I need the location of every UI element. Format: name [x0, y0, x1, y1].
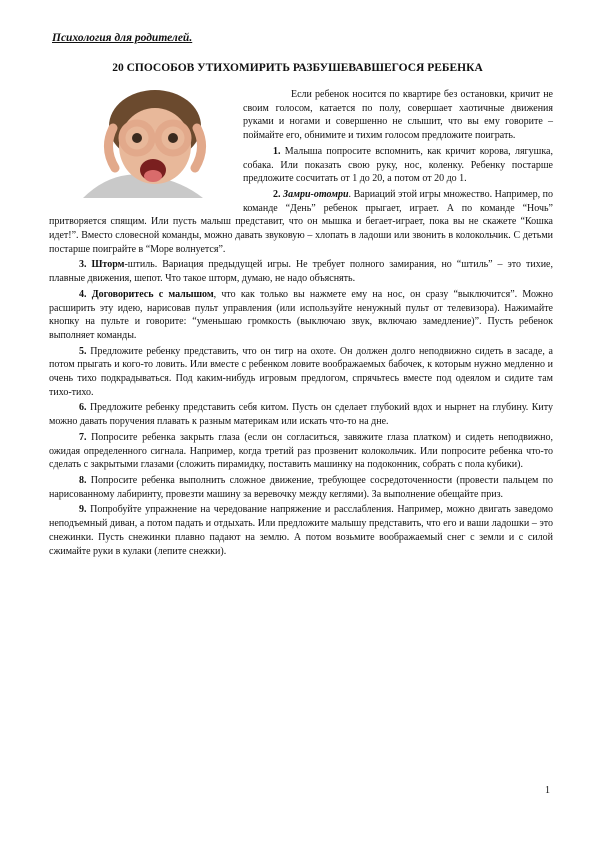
- item-number: 7.: [79, 431, 87, 443]
- child-photo: [73, 88, 231, 198]
- item-text: , что как только вы нажмете ему на нос, он сразу “выключится”. Можно расширить эту идею, нарисовав пульт управления (или используйте ненужный пульт от телевизора). Нажимайте кнопку на пульте и говорите: “уменьшаю громкость (выключаю звук, включаю замедление)”. Пусть ребенок выполняет команды.: [49, 288, 553, 341]
- item-number: 3.: [79, 259, 87, 271]
- list-item: [49, 345, 553, 400]
- list-item: [49, 503, 553, 558]
- document-title: 20 СПОСОБОВ УТИХОМИРИТЬ РАЗБУШЕВАВШЕГОСЯ РЕБЕНКА: [112, 62, 483, 74]
- item-text: Попробуйте упражнение на чередование напряжение и расслабления. Например, можно двигать заведомо неподъемный диван, а потом падать и отдыхать. Или предложите малышу представить, что его и ваши ладошки – это снежинки. Пусть снежинки плавно падают на землю. А потом возьмите воображаемый снег с земли и с силой сжимайте руки в кулаки (лепите снежки).: [49, 504, 553, 557]
- article-body: [49, 88, 553, 558]
- section-label: Психология для родителей.: [52, 32, 193, 44]
- list-item: [49, 401, 553, 428]
- item-number: 9.: [79, 504, 87, 516]
- item-text: . Вариаций этой игры множество. Например, по команде “День” ребенок прыгает, играет. А по команде “Ночь” притворяется спящим. Или пусть малыш представит, что он мышка и бегает-играет, пока вы не скажете “Кошка идет!”. Вместо словесной команды, можно давать звуковую – хлопать в ладоши или звонить в колокольчик. С детьми постарше поиграйте в “Море волнуется”.: [49, 188, 553, 255]
- page-number: 1: [545, 785, 550, 796]
- item-text: Малыша попросите вспомнить, как кричит корова, лягушка, собака. Или показать свою руку, нос, коленку. Ребенку постарше предложите сосчитать от 1 до 20, а потом от 20 до 1.: [243, 145, 553, 185]
- item-text: Предложите ребенку представить себя китом. Пусть он сделает глубокий вдох и нырнет на глубину. Киту можно давать поручения плавать к разным материкам или искать что-то на дне.: [49, 402, 553, 428]
- item-text: Попросите ребенка выполнить сложное движение, требующее сосредоточенности (провести пальцем по нарисованному лабиринту, провезти машину за веревочку между кеглями). За выполнение обещайте приз.: [49, 474, 553, 500]
- item-text: Предложите ребенку представить, что он тигр на охоте. Он должен долго неподвижно сидеть в засаде, а потом прыгать и кого-то ловить. Или вместе с ребенком ловите воображаемых бабочек, к которым нужно медленно и очень тихо подкрадываться. Под каким-нибудь игровым предлогом, спрячьтесь вместе под одеялом и сидите там тихо-тихо.: [49, 345, 553, 398]
- item-number: 5.: [79, 345, 87, 357]
- list-item: [49, 431, 553, 472]
- item-term: Замри-отомри: [280, 188, 349, 200]
- list-item: [49, 288, 553, 343]
- item-text: Попросите ребенка закрыть глаза (если он согласиться, завяжите глаза платком) и сидеть неподвижно, ожидая определенного сигнала. Например, когда третий раз прозвенит колокольчик. Или попросите ребенка что-то сделать с закрытыми глазами (сложить пирамидку, поставить машинку на подоконник, собрать с пола кубики).: [49, 431, 553, 471]
- item-number: 6.: [79, 402, 87, 414]
- item-text: -штиль. Вариация предыдущей игры. Не требует полного замирания, но “штиль” – это тихие, плавные движения, шепот. Что такое шторм, думаю, не надо объяснять.: [49, 259, 553, 285]
- item-number: 8.: [79, 474, 87, 486]
- list-item: [49, 188, 553, 257]
- list-item: [49, 474, 553, 501]
- item-number: 1.: [273, 145, 281, 157]
- item-term: Договоритесь с малышом: [86, 288, 214, 300]
- item-term: Шторм: [86, 259, 125, 271]
- intro-paragraph: Если ребенок носится по квартире без остановки, кричит не своим голосом, катается по полу, совершает хаотичные движения руками и ногами и совершенно не слышит, что вы ему говорите – поймайте его, обнимите и тихим голосом предложите поиграть.: [243, 89, 553, 142]
- item-number: 2.: [273, 188, 281, 200]
- item-number: 4.: [79, 288, 87, 300]
- list-item: [49, 258, 553, 285]
